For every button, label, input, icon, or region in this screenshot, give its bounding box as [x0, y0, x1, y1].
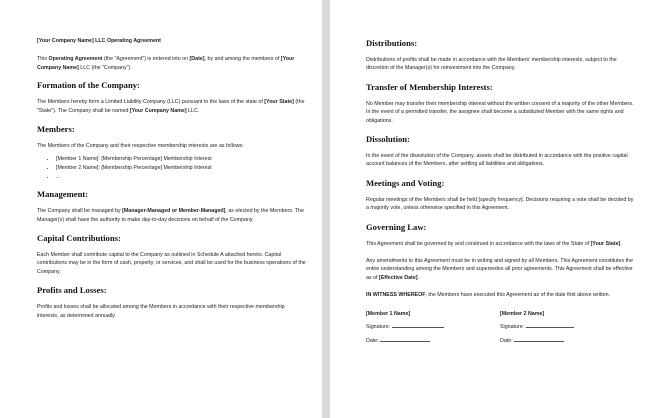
member-2-date-field[interactable]: Date:	[500, 336, 634, 345]
governing-law-heading: Governing Law:	[366, 221, 427, 232]
meetings-paragraph: Regular meetings of the Members shall be held [specify frequency]. Decisions requiring a vote shall be decided by a majority vote, unless otherwise specified in this Agreement.	[366, 196, 634, 212]
signature-block	[366, 310, 634, 345]
member-2-signature-field[interactable]: Signature:	[500, 322, 634, 331]
dissolution-paragraph: In the event of the dissolution of the Company, assets shall be distributed in accordance with the positive capital account balances of the Members, after settling all liabilities and obligations.	[366, 153, 628, 168]
amendments-paragraph: Any amendments to this Agreement must be in writing and signed by all Members. This Agreement constitutes the entire understanding among the Members and supersedes all prior agreements. This Agreement shall be effective as of [Effective Date].	[366, 258, 633, 281]
date-line[interactable]	[380, 336, 430, 342]
list-item: • [Member 1 Name]: [Membership Percentage] Membership Interest	[56, 155, 306, 164]
transfer-paragraph: No Member may transfer their membership interest without the written consent of a majority of the other Members. In the event of a permitted transfer, the assignee shall become a substituted Member with the same rights and obligations.	[366, 100, 634, 124]
witness-paragraph: IN WITNESS WHEREOF, the Members have executed this Agreement as of the date first above written.	[366, 292, 611, 299]
list-item: • [Member 2 Name]: [Membership Percentage] Membership Interest	[56, 164, 306, 173]
signature-member-1	[366, 310, 500, 345]
member-1-name: [Member 1 Name]	[366, 310, 411, 317]
member-1-date-field[interactable]: Date:	[366, 336, 500, 345]
signature-line[interactable]	[526, 322, 574, 328]
document-title: [Your Company Name] LLC Operating Agreement	[37, 38, 161, 44]
management-heading: Management:	[37, 189, 89, 200]
profits-paragraph: Profits and losses shall be allocated among the Members in accordance with their respective membership interests, as determined annually.	[37, 304, 285, 319]
meetings-heading: Meetings and Voting:	[366, 177, 445, 188]
members-heading: Members:	[37, 124, 75, 135]
members-paragraph: The Members of the Company and their respective membership interests are as follows:	[37, 143, 244, 150]
date-line[interactable]	[514, 336, 564, 342]
distributions-heading: Distributions:	[366, 38, 418, 48]
members-list	[37, 155, 306, 181]
member-1-signature-field[interactable]: Signature:	[366, 322, 500, 331]
dissolution-heading: Dissolution:	[366, 134, 410, 145]
signature-member-2	[500, 310, 634, 345]
signature-line[interactable]	[392, 322, 444, 328]
document-page-1	[0, 0, 322, 418]
intro-paragraph: This Operating Agreement (the "Agreement") is entered into on [Date], by and among the members of [Your Company Name] LLC (the "Company").	[37, 56, 295, 71]
profits-heading: Profits and Losses:	[37, 285, 107, 296]
formation-paragraph: The Members hereby form a Limited Liability Company (LLC) pursuant to the laws of the state of [Your State] (the "State"). The Company shall be named [Your Company Name] LLC.	[37, 99, 305, 114]
document-page-2	[330, 0, 652, 418]
member-2-name: [Member 2 Name]	[500, 310, 545, 317]
list-item: • ...	[56, 173, 306, 182]
management-paragraph: The Company shall be managed by [Manager-Managed or Member-Managed], as elected by the Members. The Manager(s) shall have the authority to make day-to-day decisions on behalf of the Company.	[37, 208, 304, 223]
governing-law-paragraph: This Agreement shall be governed by and construed in accordance with the laws of the State of [Your State].	[366, 240, 622, 247]
distributions-paragraph: Distributions of profits shall be made in accordance with the Members' membership interests, subject to the discretion of the Manager(s) for reinvestment into the Company.	[366, 57, 617, 72]
capital-heading: Capital Contributions:	[37, 233, 121, 244]
formation-heading: Formation of the Company:	[37, 80, 140, 91]
transfer-heading: Transfer of Membership Interests:	[366, 81, 493, 92]
capital-paragraph: Each Member shall contribute capital to the Company as outlined in Schedule A attached hereto. Capital contributions may be in the form of cash, property, or services, and shall be used for the business operations of the Company.	[37, 252, 306, 275]
